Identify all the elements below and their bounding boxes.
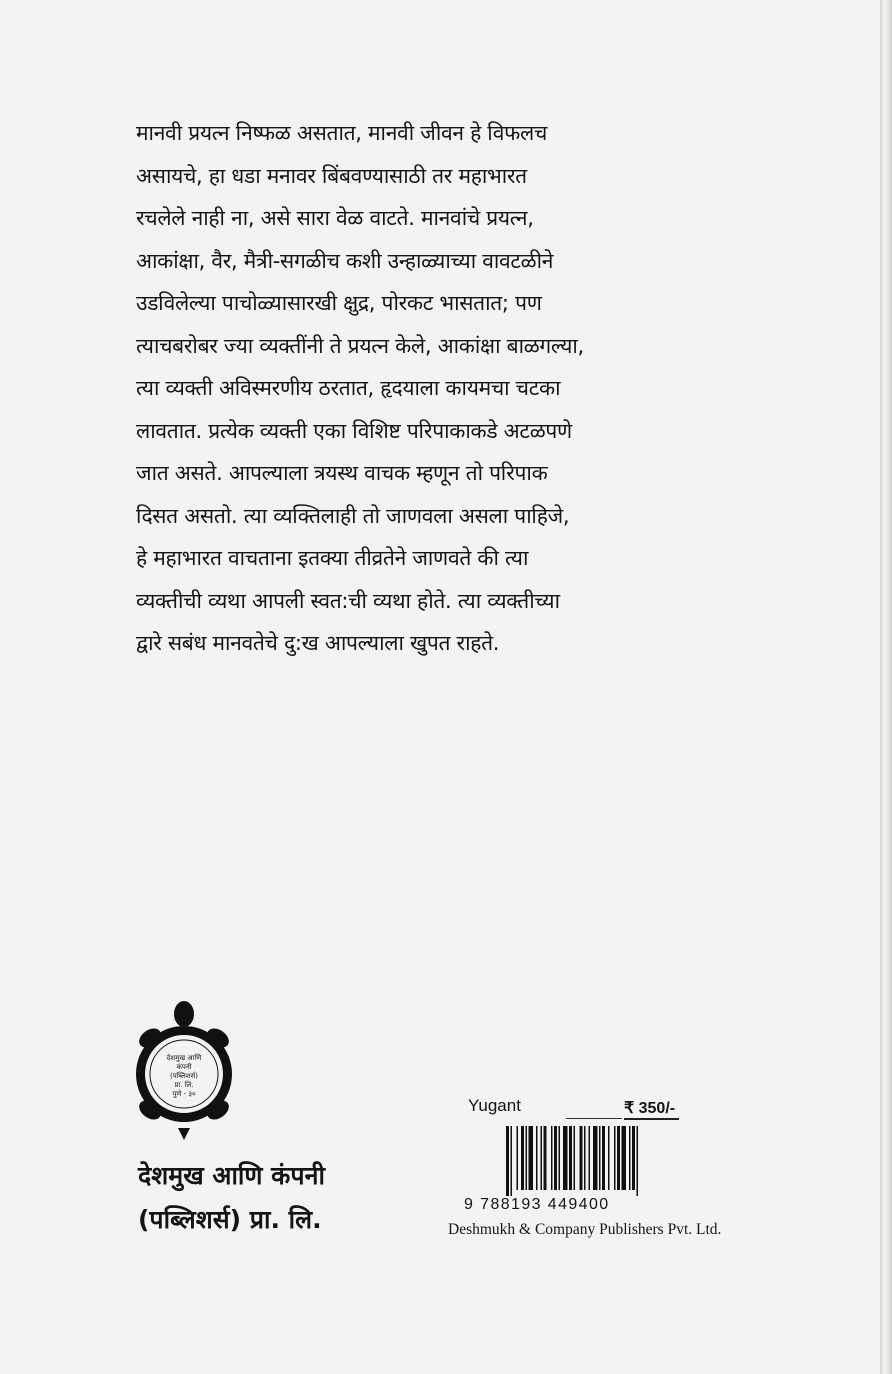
blurb-line: हे महाभारत वाचताना इतक्या तीव्रतेने जाणवते की त्या: [136, 546, 529, 570]
publisher-name-marathi: [138, 1154, 325, 1242]
barcode-bar: [536, 1126, 538, 1190]
barcode-bar: [589, 1126, 591, 1190]
barcode-bar: [580, 1126, 583, 1190]
turtle-emblem-icon: [134, 1000, 234, 1140]
blurb-line: द्वारे सबंध मानवतेचे दु:ख आपल्याला खुपत राहते.: [136, 631, 500, 655]
barcode-block: [448, 1096, 748, 1246]
barcode-bar: [584, 1126, 586, 1190]
blurb-line: व्यक्तीची व्यथा आपली स्वत:ची व्यथा होते. त्या व्यक्तीच्या: [136, 588, 560, 613]
logo-text-line: प्रा. लि.: [174, 1081, 194, 1089]
barcode-bar: [541, 1126, 543, 1190]
logo-text-line: पुणे - ३०: [172, 1090, 196, 1098]
publisher-name-line: देशमुख आणि कंपनी: [138, 1161, 325, 1190]
barcode-bar: [506, 1126, 509, 1196]
barcode-bar: [529, 1126, 534, 1190]
barcode-bar: [637, 1126, 639, 1196]
price-label: ₹ 350/-: [624, 1098, 679, 1120]
barcode-bar: [599, 1126, 601, 1190]
barcode-bar: [559, 1126, 561, 1190]
barcode-bar: [551, 1126, 553, 1190]
blurb-line: त्याचबरोबर ज्या व्यक्तींनी ते प्रयत्न केले, आकांक्षा बाळगल्या,: [136, 333, 584, 358]
barcode-bar: [629, 1126, 631, 1190]
blurb-line: आकांक्षा, वैर, मैत्री-सगळीच कशी उन्हाळ्याच्या वावटळीने: [136, 248, 554, 273]
logo-text-line: देशमुख आणि: [166, 1054, 202, 1062]
barcode-bar: [511, 1126, 513, 1196]
book-title-label: Yugant: [468, 1096, 521, 1115]
barcode-bars: [506, 1126, 682, 1196]
blurb-line: दिसत असतो. त्या व्यक्तिलाही तो जाणवला असला पाहिजे,: [136, 503, 570, 528]
barcode-bar: [574, 1126, 576, 1190]
barcode-bar: [521, 1126, 524, 1190]
blurb-line: रचलेले नाही ना, असे सारा वेळ वाटते. मानवांचे प्रयत्न,: [136, 206, 534, 230]
barcode-bar: [614, 1126, 616, 1190]
isbn-digits: 9 788193 449400: [464, 1196, 610, 1213]
barcode-bar: [608, 1126, 610, 1190]
logo-text-line: (पब्लिशर्स): [170, 1072, 198, 1080]
barcode-bar: [622, 1126, 627, 1190]
blurb-line: लावतात. प्रत्येक व्यक्ती एका विशिष्ट परिपाकाकडे अटळपणे: [136, 418, 572, 443]
barcode-bar: [602, 1126, 605, 1190]
publisher-logo: [134, 1000, 234, 1140]
publisher-name-line: (पब्लिशर्स) प्रा. लि.: [138, 1205, 322, 1234]
barcode-bar: [593, 1126, 598, 1190]
barcode-bar: [544, 1126, 547, 1190]
barcode-bar: [517, 1126, 519, 1190]
barcode-bar: [554, 1126, 557, 1190]
barcode-bar: [632, 1126, 635, 1190]
publisher-name-english: Deshmukh & Company Publishers Pvt. Ltd.: [448, 1221, 722, 1238]
barcode-bar: [526, 1126, 528, 1190]
blurb-line: मानवी प्रयत्न निष्फळ असतात, मानवी जीवन हे विफलच: [136, 121, 547, 145]
blurb-line: त्या व्यक्ती अविस्मरणीय ठरतात, हृदयाला कायमचा चटका: [136, 376, 561, 400]
barcode-bar: [617, 1126, 620, 1190]
logo-text-line: कंपनी: [176, 1063, 192, 1071]
barcode-rule: [566, 1118, 622, 1119]
blurb-line: असायचे, हा धडा मनावर बिंबवण्यासाठी तर महाभारत: [136, 163, 527, 188]
barcode-bar: [563, 1126, 568, 1190]
blurb-line: उडविलेल्या पाचोळ्यासारखी क्षुद्र, पोरकट भासतात; पण: [136, 291, 542, 315]
blurb-line: जात असते. आपल्याला त्रयस्थ वाचक म्हणून तो परिपाक: [136, 461, 548, 485]
back-cover-blurb: [136, 112, 676, 665]
barcode-bar: [569, 1126, 572, 1190]
book-spine-edge: [880, 0, 892, 1374]
